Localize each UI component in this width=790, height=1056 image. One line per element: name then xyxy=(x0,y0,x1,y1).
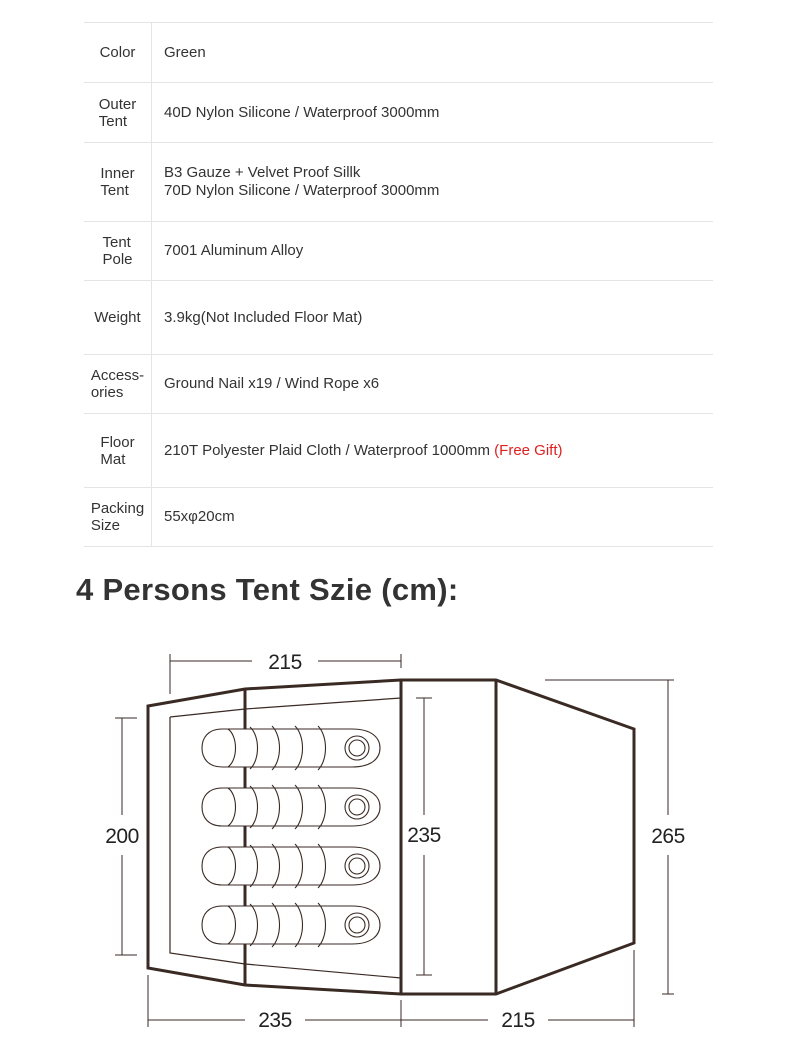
sleeping-bags xyxy=(202,726,380,947)
spec-row-color xyxy=(84,23,713,83)
spec-label: Weight xyxy=(94,309,141,326)
dimension-lines xyxy=(115,654,674,1027)
spec-label: Access- ories xyxy=(90,367,145,401)
sleeping-bag xyxy=(202,903,380,947)
dimension-right-height: 265 xyxy=(651,825,685,848)
spec-row-tent-pole xyxy=(84,222,713,281)
dimension-bottom-right: 215 xyxy=(501,1009,535,1032)
spec-value: 70D Nylon Silicone / Waterproof 3000mm xyxy=(164,182,440,199)
spec-value: B3 Gauze + Velvet Proof Sillk xyxy=(164,164,361,181)
spec-value: 55xφ20cm xyxy=(164,508,235,525)
spec-label: Packing Size xyxy=(90,500,145,534)
dimension-bottom-left: 235 xyxy=(258,1009,292,1032)
spec-row-packing-size xyxy=(84,488,713,547)
tent-size-diagram xyxy=(0,640,790,1050)
dimension-inner-height: 235 xyxy=(407,824,441,847)
spec-label: Outer Tent xyxy=(98,95,137,130)
page-title: 4 Persons Tent Szie (cm): xyxy=(76,572,459,607)
spec-value: 7001 Aluminum Alloy xyxy=(164,242,304,259)
spec-value: 210T Polyester Plaid Cloth / Waterproof 1000mm xyxy=(164,441,490,459)
dimension-top-width: 215 xyxy=(268,651,302,674)
free-gift-note: (Free Gift) xyxy=(494,441,563,459)
spec-row-weight xyxy=(84,281,713,355)
spec-row-accessories xyxy=(84,355,713,414)
spec-row-outer-tent xyxy=(84,83,713,143)
spec-value: Green xyxy=(164,43,206,61)
spec-label: Inner Tent xyxy=(100,165,135,199)
tent-outline xyxy=(148,680,634,994)
spec-row-floor-mat xyxy=(84,414,713,488)
spec-value: 3.9kg(Not Included Floor Mat) xyxy=(164,308,363,326)
spec-value: Ground Nail x19 / Wind Rope x6 xyxy=(164,375,380,392)
spec-table xyxy=(84,22,713,547)
sleeping-bag xyxy=(202,726,380,770)
spec-value: 40D Nylon Silicone / Waterproof 3000mm xyxy=(164,103,440,121)
spec-label: Tent Pole xyxy=(102,234,133,268)
sleeping-bag xyxy=(202,785,380,829)
spec-row-inner-tent xyxy=(84,143,713,222)
sleeping-bag xyxy=(202,844,380,888)
spec-label: Floor Mat xyxy=(100,433,135,468)
dimension-left-height: 200 xyxy=(105,825,139,848)
spec-label: Color xyxy=(99,44,136,61)
